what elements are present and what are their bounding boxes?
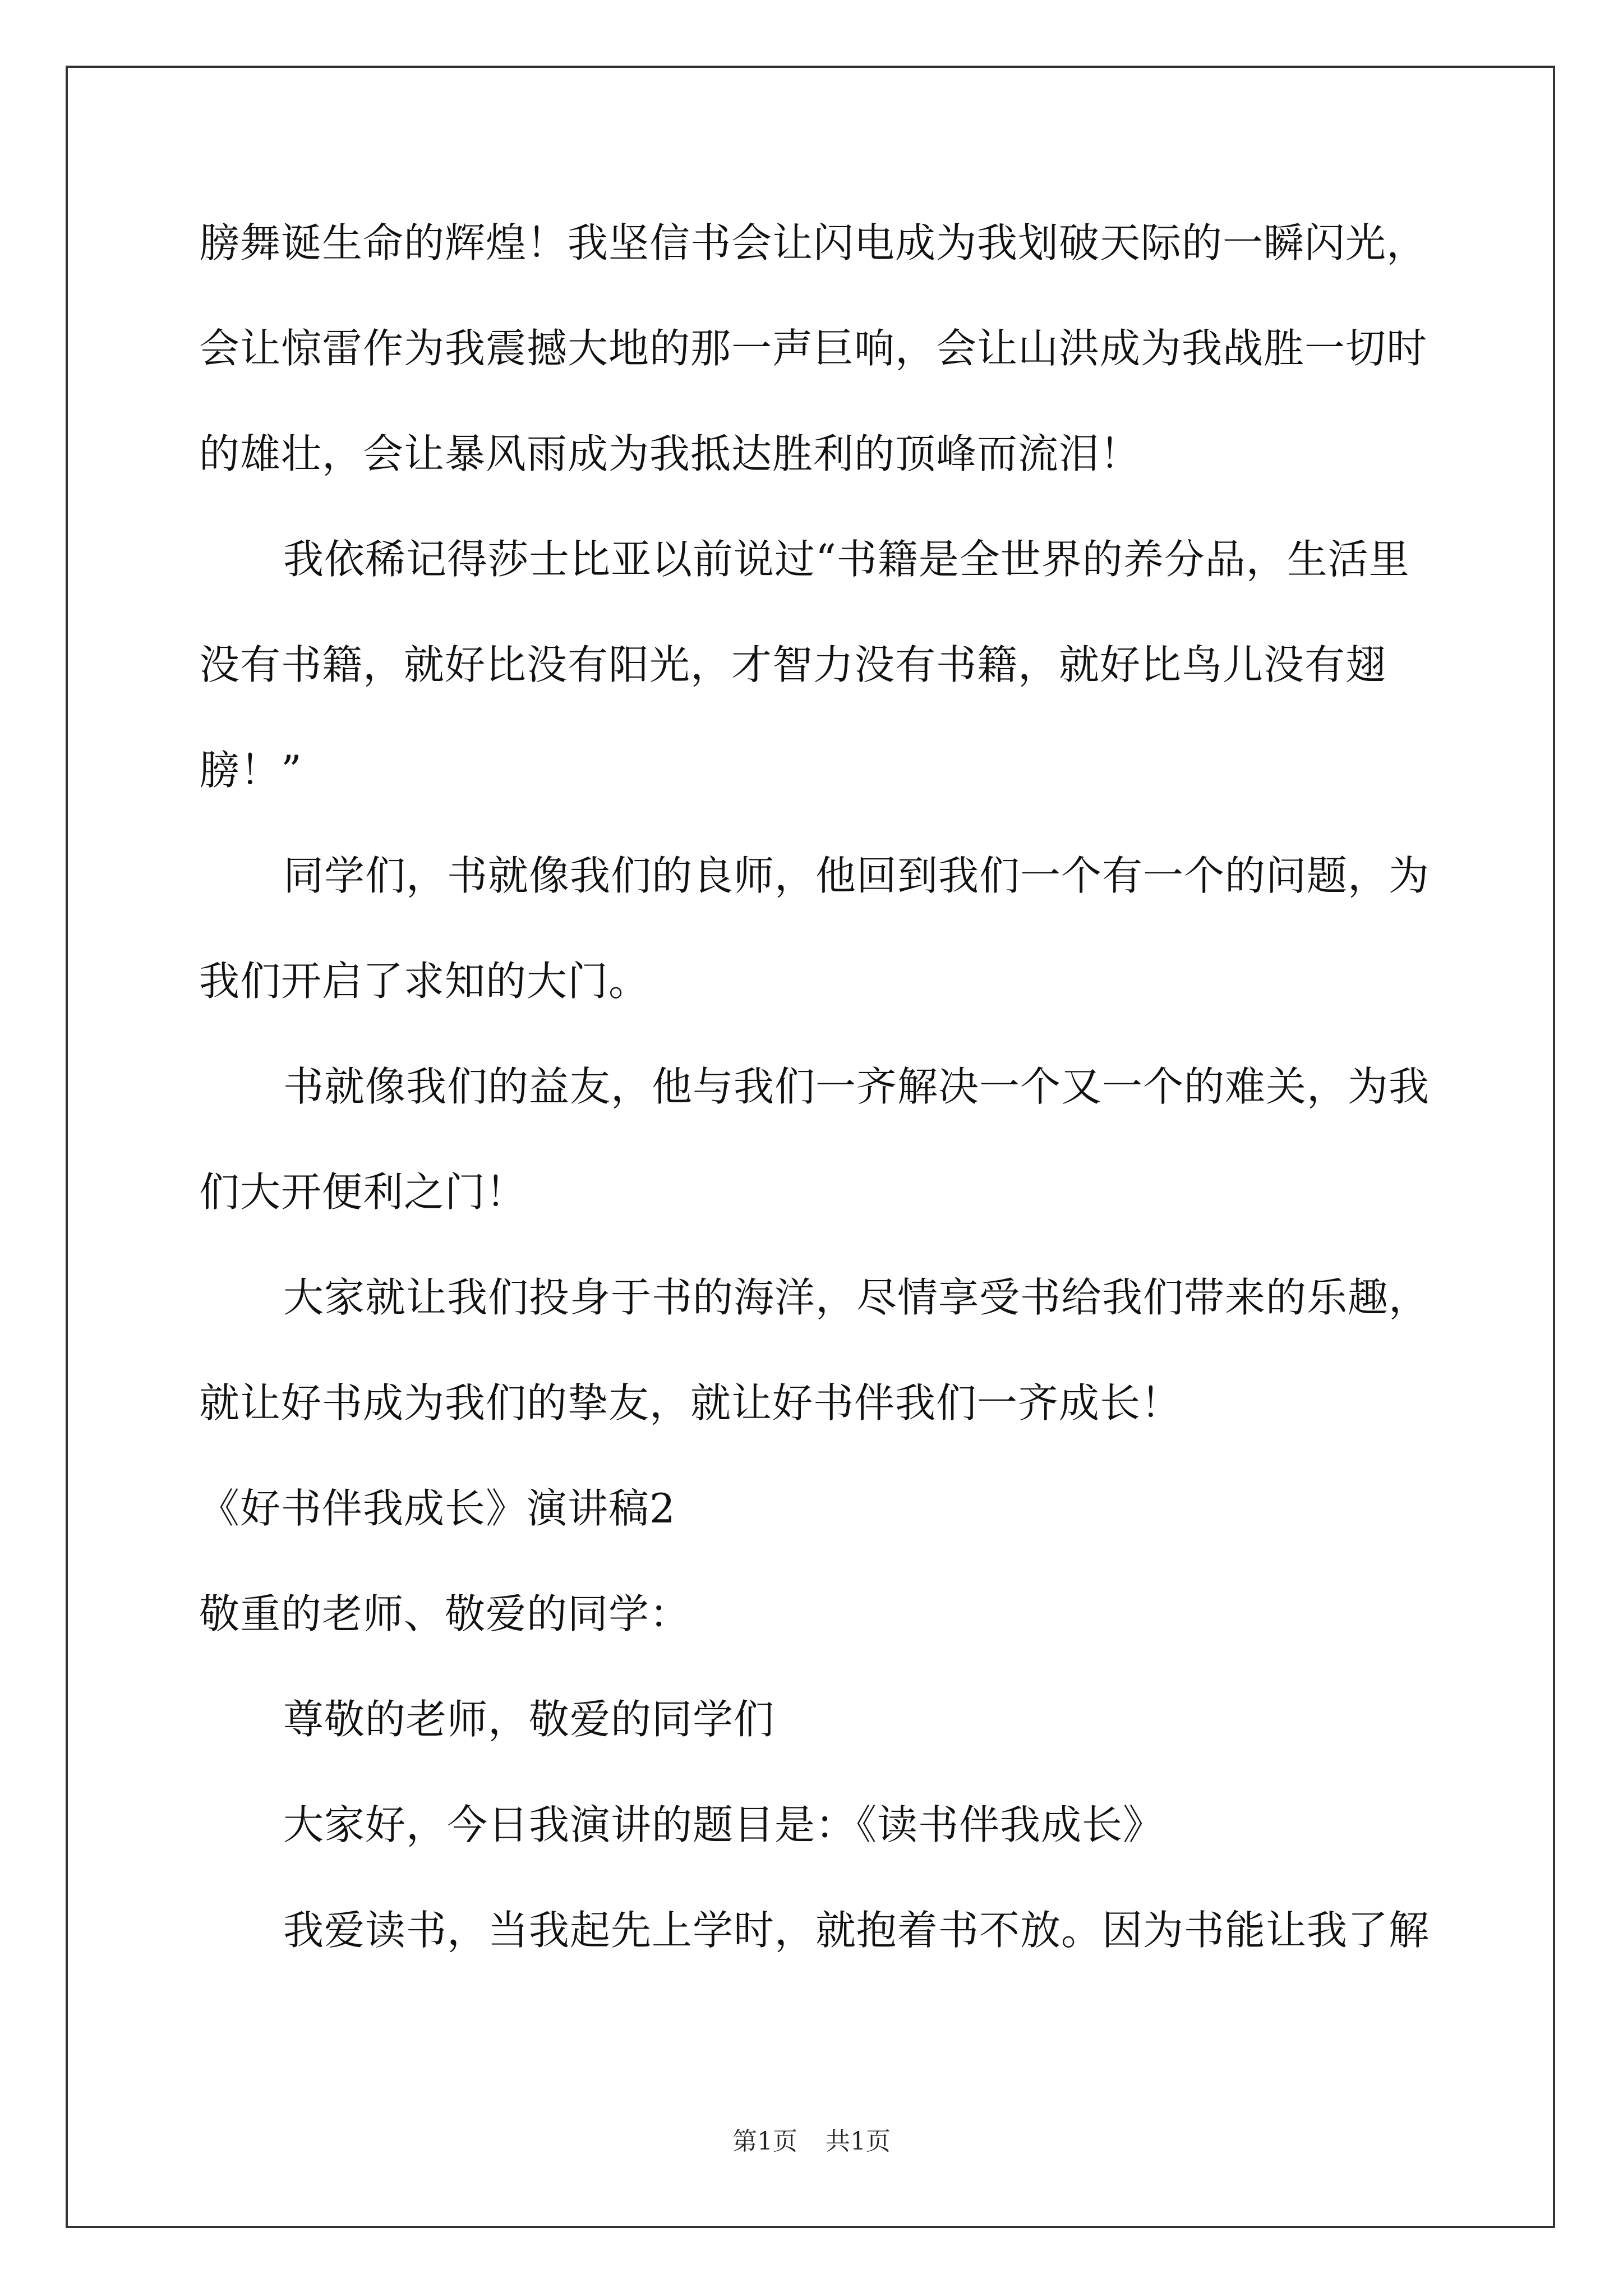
paragraph-start: 我爱读书，当我起先上学时，就抱着书不放。因为书能让我了解	[283, 1907, 1430, 1954]
text-line: 就让好书成为我们的挚友，就让好书伴我们一齐成长！	[199, 1379, 1182, 1427]
text-line: 会让惊雷作为我震撼大地的那一声巨响，会让山洪成为我战胜一切时	[199, 325, 1428, 372]
text-line: 的雄壮，会让暴风雨成为我抵达胜利的顶峰而流泪！	[199, 430, 1141, 477]
text-line: 膀舞诞生命的辉煌！我坚信书会让闪电成为我划破天际的一瞬闪光，	[199, 219, 1428, 266]
text-line: 我们开启了求知的大门。	[199, 958, 650, 1005]
page-number: 第1页	[732, 2127, 797, 2156]
paragraph-start: 同学们，书就像我们的良师，他回到我们一个有一个的问题，为	[283, 852, 1430, 899]
paragraph-start: 大家就让我们投身于书的海洋，尽情享受书给我们带来的乐趣，	[283, 1274, 1430, 1321]
paragraph-start: 我依稀记得莎士比亚以前说过“书籍是全世界的养分品，生活里	[283, 536, 1410, 583]
page-footer	[0, 2127, 1623, 2156]
section-heading: 《好书伴我成长》演讲稿2	[199, 1485, 676, 1532]
text-line: 们大开便利之门！	[199, 1168, 527, 1216]
salutation: 敬重的老师、敬爱的同学：	[199, 1590, 691, 1637]
paragraph-start: 大家好，今日我演讲的题目是：《读书伴我成长》	[283, 1801, 1164, 1848]
paragraph-start: 书就像我们的益友，他与我们一齐解决一个又一个的难关，为我	[283, 1063, 1430, 1110]
document-body	[199, 219, 1433, 2012]
text-line: 没有书籍，就好比没有阳光，才智力没有书籍，就好比鸟儿没有翅	[199, 641, 1387, 688]
text-line: 膀！”	[199, 747, 302, 794]
paragraph-start: 尊敬的老师，敬爱的同学们	[283, 1696, 775, 1743]
page-total: 共1页	[826, 2127, 891, 2156]
